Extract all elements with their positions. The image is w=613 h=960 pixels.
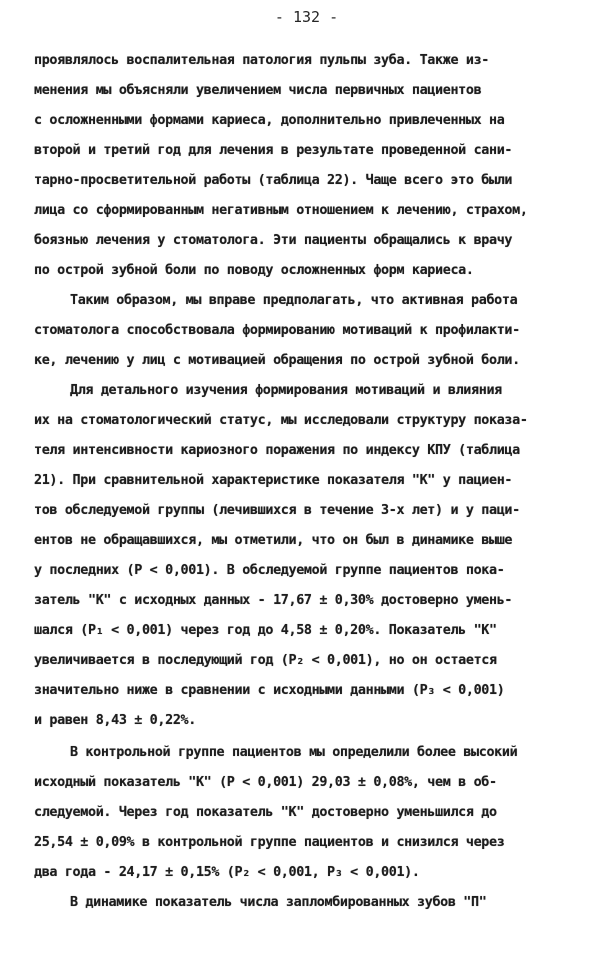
text-line: следуемой. Через год показатель "К" достоверно уменьшился до [34, 805, 497, 820]
text-line: тов обследуемой группы (лечившихся в течение 3-х лет) и у паци- [34, 503, 520, 518]
text-line: их на стоматологический статус, мы исследовали структуру показа- [34, 413, 528, 428]
text-line: ентов не обращавшихся, мы отметили, что он был в динамике выше [34, 533, 513, 548]
text-line: с осложненными формами кариеса, дополнительно привлеченных на [34, 113, 505, 128]
text-line: два года - 24,17 ± 0,15% (P₂ < 0,001, P₃ < 0,001). [34, 865, 420, 880]
text-line: проявлялось воспалительная патология пульпы зуба. Также из- [34, 53, 489, 68]
text-line: второй и третий год для лечения в результате проведенной сани- [34, 143, 513, 158]
text-line: и равен 8,43 ± 0,22%. [34, 713, 196, 728]
text-line: лица со сформированным негативным отношением к лечению, страхом, [34, 203, 528, 218]
text-line: стоматолога способствовала формированию мотиваций к профилакти- [34, 323, 520, 338]
text-line: исходный показатель "К" (P < 0,001) 29,03 ± 0,08%, чем в об- [34, 775, 497, 790]
text-line: тарно-просветительной работы (таблица 22). Чаще всего это были [34, 173, 513, 188]
page-number: - 132 - [274, 8, 339, 26]
text-line: у последних (P < 0,001). В обследуемой группе пациентов пока- [34, 563, 505, 578]
text-line: затель "К" с исходных данных - 17,67 ± 0,30% достоверно умень- [34, 593, 513, 608]
text-line: менения мы объясняли увеличением числа первичных пациентов [34, 83, 482, 98]
text-line: 21). При сравнительной характеристике показателя "К" у пациен- [34, 473, 513, 488]
text-line: ке, лечению у лиц с мотивацией обращения по острой зубной боли. [34, 353, 520, 368]
text-line: по острой зубной боли по поводу осложненных форм кариеса. [34, 263, 474, 278]
text-line: значительно ниже в сравнении с исходными данными (P₃ < 0,001) [34, 683, 505, 698]
text-line: Таким образом, мы вправе предполагать, что активная работа [70, 293, 518, 308]
text-line: В динамике показатель числа запломбированных зубов "П" [70, 895, 487, 910]
text-line: В контрольной группе пациентов мы определили более высокий [70, 745, 518, 760]
text-line: теля интенсивности кариозного поражения по индексу КПУ (таблица [34, 443, 520, 458]
text-line: боязнью лечения у стоматолога. Эти пациенты обращались к врачу [34, 233, 513, 248]
text-line: шался (P₁ < 0,001) через год до 4,58 ± 0,20%. Показатель "К" [34, 623, 497, 638]
text-line: 25,54 ± 0,09% в контрольной группе пациентов и снизился через [34, 835, 505, 850]
text-line: Для детального изучения формирования мотиваций и влияния [70, 383, 502, 398]
text-line: увеличивается в последующий год (P₂ < 0,001), но он остается [34, 653, 497, 668]
